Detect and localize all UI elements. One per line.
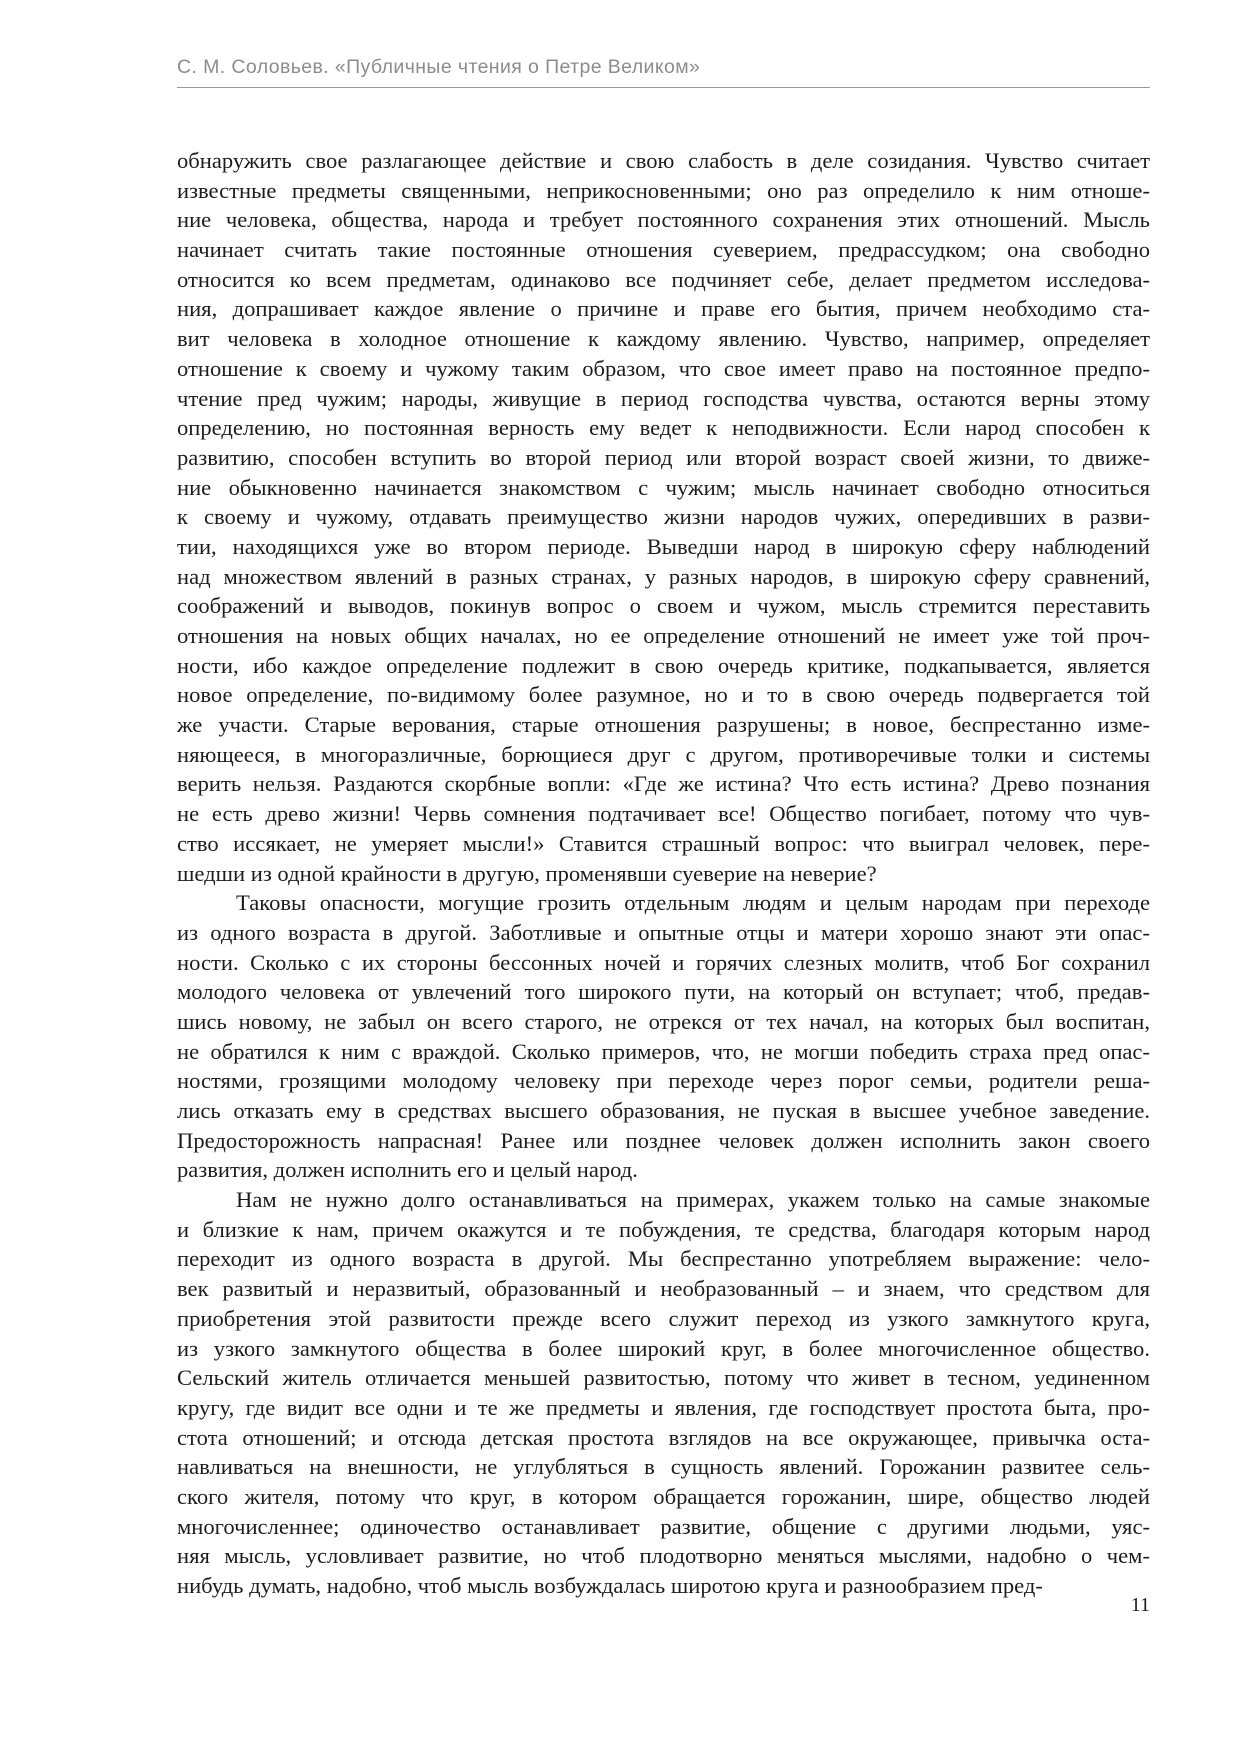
text-line: отношение к своему и чужому таким образом, что свое имеет право на постоянное предпо- xyxy=(177,355,1150,381)
text-line: не обратился к ним с враждой. Сколько примеров, что, не могши победить страха пред опас- xyxy=(177,1038,1150,1064)
text-line: же участи. Старые верования, старые отношения разрушены; в новое, беспрестанно изме- xyxy=(177,712,1150,738)
text-line: из одного возраста в другой. Заботливые и опытные отцы и матери хорошо знают эти опас- xyxy=(177,919,1150,945)
text-line: навливаться на внешности, не углубляться в сущность явлений. Горожанин развитее сель- xyxy=(177,1454,1150,1480)
text-line: не есть древо жизни! Червь сомнения подтачивает все! Общество погибает, потому что чув- xyxy=(177,801,1150,827)
text-line: верить нельзя. Раздаются скорбные вопли: «Где же истина? Что есть истина? Древо познания xyxy=(177,771,1150,797)
text-line: переходит из одного возраста в другой. Мы беспрестанно употребляем выражение: чело- xyxy=(177,1246,1150,1272)
text-line: многочисленнее; одиночество останавливает развитие, общение с другими людьми, уяс- xyxy=(177,1513,1150,1539)
text-line: тии, находящихся уже во втором периоде. Выведши народ в широкую сферу наблюдений xyxy=(177,533,1150,559)
text-line: ностями, грозящими молодому человеку при переходе через порог семьи, родители реша- xyxy=(177,1068,1150,1094)
paragraph xyxy=(177,1185,1150,1601)
paragraph xyxy=(177,146,1150,888)
text-line: Таковы опасности, могущие грозить отдельным людям и целым народам при переходе xyxy=(236,890,1150,916)
text-line: ния, допрашивает каждое явление о причине и праве его бытия, причем необходимо ста- xyxy=(177,296,1150,322)
text-line: новое определение, по-видимому более разумное, но и то в свою очередь подвергается той xyxy=(177,682,1150,708)
text-line: над множеством явлений в разных странах, у разных народов, в широкую сферу сравнений, xyxy=(177,563,1150,589)
text-line: определению, но постоянная верность ему ведет к неподвижности. Если народ способен к xyxy=(177,415,1150,441)
text-line: ние человека, общества, народа и требует постоянного сохранения этих отношений. Мысль xyxy=(177,207,1150,233)
text-line: Предосторожность напрасная! Ранее или позднее человек должен исполнить закон своего xyxy=(177,1127,1150,1153)
body-text xyxy=(177,146,1150,1601)
text-line: соображений и выводов, покинув вопрос о своем и чужом, мысль стремится переставить xyxy=(177,593,1150,619)
text-line: Сельский житель отличается меньшей развитостью, потому что живет в тесном, уединенном xyxy=(177,1365,1150,1391)
text-line: молодого человека от увлечений того широкого пути, на который он вступает; чтоб, предав- xyxy=(177,979,1150,1005)
text-line: ние обыкновенно начинается знакомством с чужим; мысль начинает свободно относиться xyxy=(177,474,1150,500)
text-line: век развитый и неразвитый, образованный и необразованный – и знаем, что средством для xyxy=(177,1276,1150,1302)
text-line: известные предметы священными, неприкосновенными; оно раз определило к ним отноше- xyxy=(177,177,1150,203)
text-line: няющееся, в многоразличные, борющиеся друг с другом, противоречивые толки и системы xyxy=(177,741,1150,767)
text-line: начинает считать такие постоянные отношения суеверием, предрассудком; она свободно xyxy=(177,237,1150,263)
text-line: шись новому, не забыл он всего старого, не отрекся от тех начал, на которых был воспитан, xyxy=(177,1008,1150,1034)
text-line: ство иссякает, не умеряет мысли!» Ставится страшный вопрос: что выиграл человек, пере- xyxy=(177,830,1150,856)
text-line: обнаружить свое разлагающее действие и свою слабость в деле созидания. Чувство считает xyxy=(177,148,1150,173)
text-line: няя мысль, условливает развитие, но чтоб плодотворно меняться мыслями, надобно о чем- xyxy=(177,1543,1150,1569)
text-line: из узкого замкнутого общества в более широкий круг, в более многочисленное общество. xyxy=(177,1335,1150,1361)
running-header-title: С. М. Соловьев. «Публичные чтения о Петре Великом» xyxy=(177,56,701,78)
text-line: приобретения этой развитости прежде всего служит переход из узкого замкнутого круга, xyxy=(177,1305,1150,1331)
header-rule xyxy=(177,87,1150,88)
text-line: развития, должен исполнить его и целый народ. xyxy=(177,1157,638,1183)
text-line: вит человека в холодное отношение к каждому явлению. Чувство, например, определяет xyxy=(177,326,1150,352)
text-line: Нам не нужно долго останавливаться на примерах, укажем только на самые знакомые xyxy=(236,1187,1150,1213)
text-line: чтение пред чужим; народы, живущие в период господства чувства, остаются верны этому xyxy=(177,385,1150,411)
text-line: и близкие к нам, причем окажутся и те побуждения, те средства, благодаря которым народ xyxy=(177,1216,1150,1242)
text-line: относится ко всем предметам, одинаково все подчиняет себе, делает предметом исследова- xyxy=(177,266,1150,292)
text-line: ности, ибо каждое определение подлежит в свою очередь критике, подкапывается, является xyxy=(177,652,1150,678)
text-line: ского жителя, потому что круг, в котором обращается горожанин, шире, общество людей xyxy=(177,1483,1150,1509)
paragraph xyxy=(177,888,1150,1185)
text-line: нибудь думать, надобно, чтоб мысль возбуждалась широтою круга и разнообразием пред- xyxy=(177,1573,1043,1598)
text-line: стота отношений; и отсюда детская простота взглядов на все окружающее, привычка оста- xyxy=(177,1424,1150,1450)
text-line: отношения на новых общих началах, но ее определение отношений не имеет уже той проч- xyxy=(177,623,1150,648)
text-line: развитию, способен вступить во второй период или второй возраст своей жизни, то движе- xyxy=(177,444,1150,470)
text-line: кругу, где видит все одни и те же предметы и явления, где господствует простота быта, про- xyxy=(177,1394,1150,1420)
text-line: ности. Сколько с их стороны бессонных ночей и горячих слезных молитв, чтоб Бог сохранил xyxy=(177,949,1150,975)
page-number: 11 xyxy=(1130,1594,1150,1616)
text-line: шедши из одной крайности в другую, променявши суеверие на неверие? xyxy=(177,860,877,886)
text-line: к своему и чужому, отдавать преимущество жизни народов чужих, опередивших в разви- xyxy=(177,504,1150,530)
text-line: лись отказать ему в средствах высшего образования, не пуская в высшее учебное заведение. xyxy=(177,1098,1150,1123)
